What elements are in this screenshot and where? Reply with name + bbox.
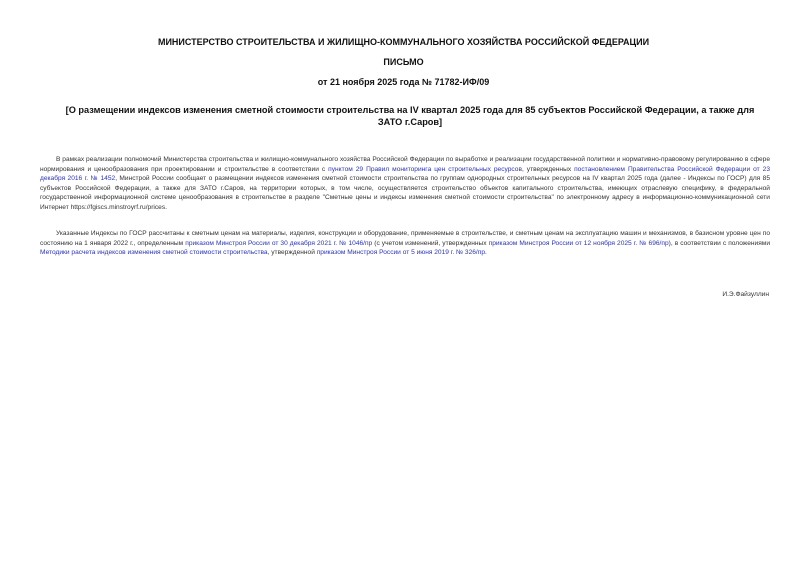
link-order-1046[interactable]: приказом Минстроя России от 30 декабря 2021 г. № 1046/пр bbox=[185, 239, 373, 247]
document-subject: [О размещении индексов изменения сметной стоимости строительства на IV квартал 2025 года для 85 субъектов Российской Федерации, а также для ЗАТО г.Саров] bbox=[65, 105, 755, 127]
document-type: ПИСЬМО bbox=[383, 57, 424, 67]
paragraph-2-text: Указанные Индексы по ГОСР рассчитаны к сметным ценам на материалы, изделия, конструкции и оборудование, применяемые в строительстве, и сметным ценам на эксплуатацию машин и механизмов, в базисном уровне цен по состоянию на 1 января 2022 г., определенным bbox=[40, 230, 770, 247]
paragraph-2-text: ), в соответствии с положениями bbox=[668, 239, 770, 247]
ministry-header: МИНИСТЕРСТВО СТРОИТЕЛЬСТВА И ЖИЛИЩНО-КОММУНАЛЬНОГО ХОЗЯЙСТВА РОССИЙСКОЙ ФЕДЕРАЦИИ bbox=[157, 37, 650, 47]
paragraph-2-text: . bbox=[484, 249, 487, 257]
link-government-resolution-1452[interactable]: постановлением Правительства Российской Федерации от 23 декабря 2016 г. № 1452 bbox=[40, 165, 770, 183]
link-order-696[interactable]: приказом Минстроя России от 12 ноября 2025 г. № 696/пр bbox=[488, 239, 669, 247]
link-monitoring-rules[interactable]: пунктом 29 Правил мониторинга цен строительных ресурсов bbox=[328, 165, 522, 173]
paragraph-1 bbox=[40, 155, 770, 213]
document-date-number: от 21 ноября 2025 года № 71782-ИФ/09 bbox=[317, 77, 490, 87]
paragraph-2-text: (с учетом изменений, утвержденных bbox=[372, 239, 489, 247]
paragraph-1-text: В рамках реализации полномочий Министерства строительства и жилищно-коммунального хозяйства Российской Федерации по выработке и реализации государственной политики и нормативно-правовому регулированию в сфере нормирования и ценообразования при проектировании и строительстве в соответствии с bbox=[40, 156, 770, 173]
paragraph-1-text: , утвержденных bbox=[521, 165, 575, 173]
paragraph-1-text: , Минстрой России сообщает о размещении индексов изменения сметной стоимости строительства по группам однородных строительных ресурсов на IV квартал 2025 года (далее - Индексы по ГОСР) для 85 субъектов Российской Федерации, а также для ЗАТО г.Саров, на территории которых, в том числе, осуществляется строительство объектов капитального строительства, имеющих отраслевую специфику, в федеральной государственной информационной системе ценообразования в строительстве в разделе "Сметные цены и индексы изменения сметной стоимости строительства" по электронному адресу в информационно-коммуникационной сети Интернет https://fgiscs.minstroyrf.ru/prices. bbox=[40, 175, 770, 211]
paragraph-2 bbox=[40, 229, 770, 258]
link-order-326[interactable]: приказом Минстроя России от 5 июня 2019 г. № 326/пр bbox=[316, 249, 485, 257]
link-methodology[interactable]: Методики расчета индексов изменения сметной стоимости строительства bbox=[40, 249, 268, 257]
paragraph-2-text: , утвержденной bbox=[267, 249, 317, 257]
signature: И.Э.Файзуллин bbox=[722, 291, 769, 298]
